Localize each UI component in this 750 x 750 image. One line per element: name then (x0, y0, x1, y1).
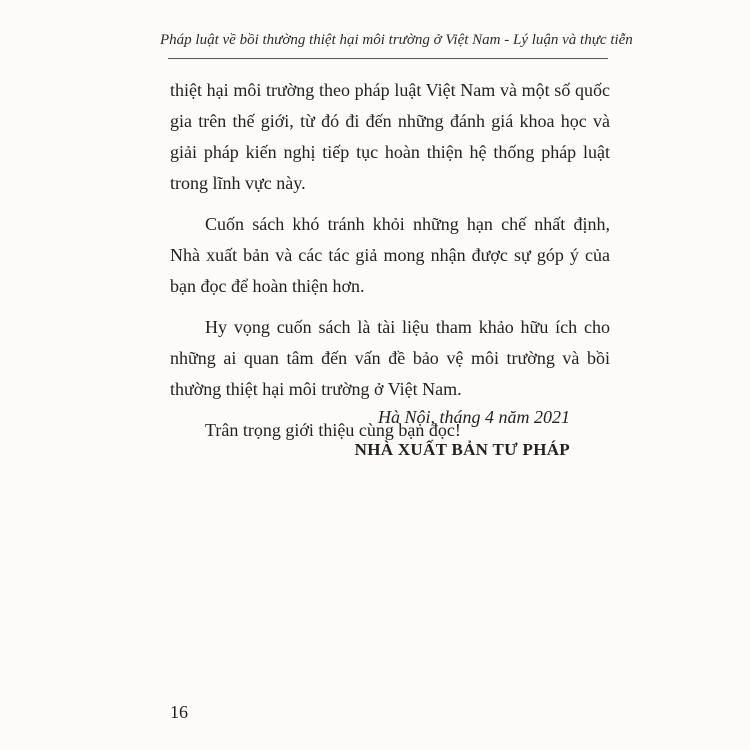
page-number: 16 (170, 702, 188, 722)
paragraph-closing: Trân trọng giới thiệu cùng bạn đọc! (205, 420, 461, 440)
signature-place-date: Hà Nội, tháng 4 năm 2021 (377, 407, 570, 427)
paragraph-continuation: thiệt hại môi trường theo pháp luật Việt Nam và một số quốc gia trên thế giới, từ đó đi đến những đánh giá khoa học và giải pháp kiến nghị tiếp tục hoàn thiện hệ thống pháp luật trong lĩnh vực này. (170, 80, 610, 193)
paragraph-limitations: Cuốn sách khó tránh khỏi những hạn chế nhất định, Nhà xuất bản và các tác giả mong nhận được sự góp ý của bạn đọc để hoàn thiện hơn. (170, 214, 610, 296)
paragraph-hope: Hy vọng cuốn sách là tài liệu tham khảo hữu ích cho những ai quan tâm đến vấn đề bảo vệ môi trường và bồi thường thiệt hại môi trường ở Việt Nam. (170, 317, 610, 399)
running-header: Pháp luật về bồi thường thiệt hại môi trường ở Việt Nam - Lý luận và thực tiễn (160, 32, 633, 48)
signature-publisher: NHÀ XUẤT BẢN TƯ PHÁP (354, 440, 570, 459)
header-rule (168, 58, 608, 59)
body-text (170, 75, 610, 456)
